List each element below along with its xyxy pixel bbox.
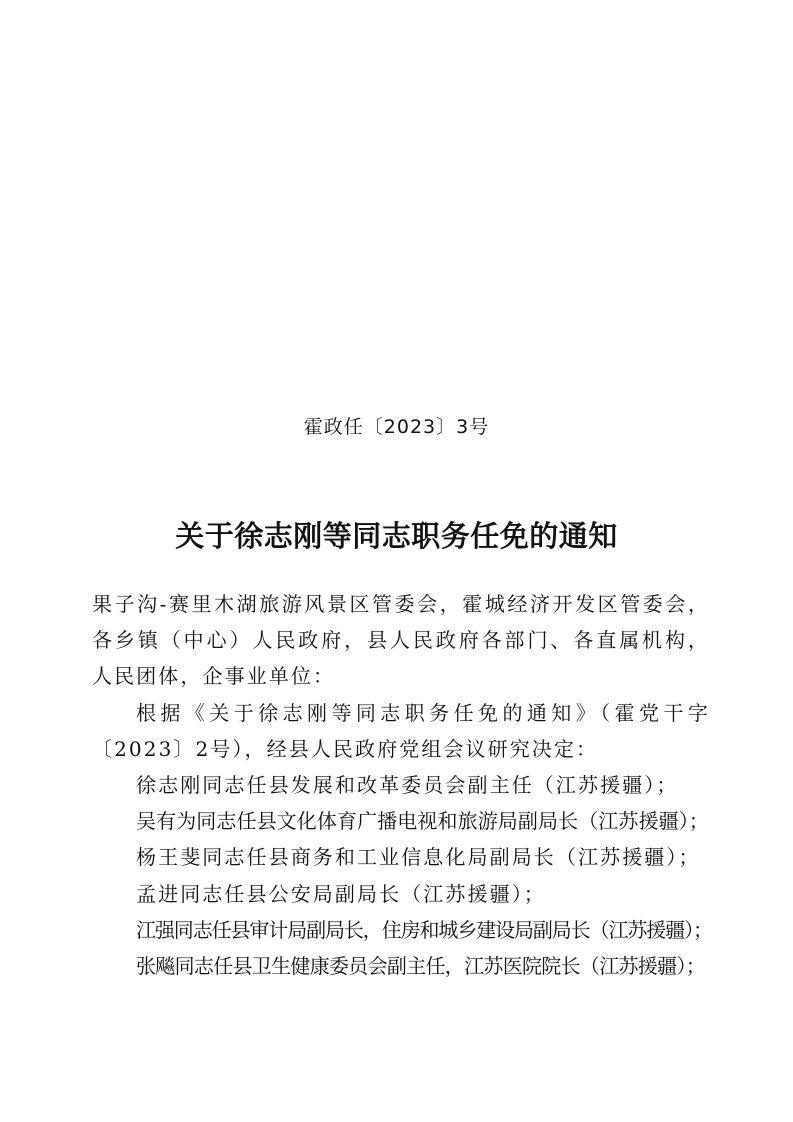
document-title: 关于徐志刚等同志职务任免的通知 <box>175 519 618 553</box>
appointment-item: 江强同志任县审计局副局长，住房和城乡建设局副局长（江苏援疆）； <box>136 917 712 942</box>
intro-paragraph: 根据《关于徐志刚等同志职务任免的通知》（霍党干字〔2023〕2号），经县人民政府党组会议研究决定： <box>92 700 710 761</box>
appointment-item: 杨王斐同志任县商务和工业信息化局副局长（江苏援疆）； <box>136 845 701 870</box>
recipients-paragraph: 果子沟-赛里木湖旅游风景区管委会，霍城经济开发区管委会，各乡镇（中心）人民政府，县人民政府各部门、各直属机构，人民团体，企事业单位： <box>92 592 710 689</box>
appointment-item: 徐志刚同志任县发展和改革委员会副主任（江苏援疆）； <box>136 773 679 798</box>
document-body <box>92 586 710 984</box>
document-number: 霍政任〔2023〕3号 <box>303 416 490 438</box>
appointment-item: 吴有为同志任县文化体育广播电视和旅游局副局长（江苏援疆）； <box>136 809 709 834</box>
appointment-item: 张飚同志任县卫生健康委员会副主任，江苏医院院长（江苏援疆）； <box>136 954 705 979</box>
appointment-item: 孟进同志任县公安局副局长（江苏援疆）； <box>136 881 546 906</box>
